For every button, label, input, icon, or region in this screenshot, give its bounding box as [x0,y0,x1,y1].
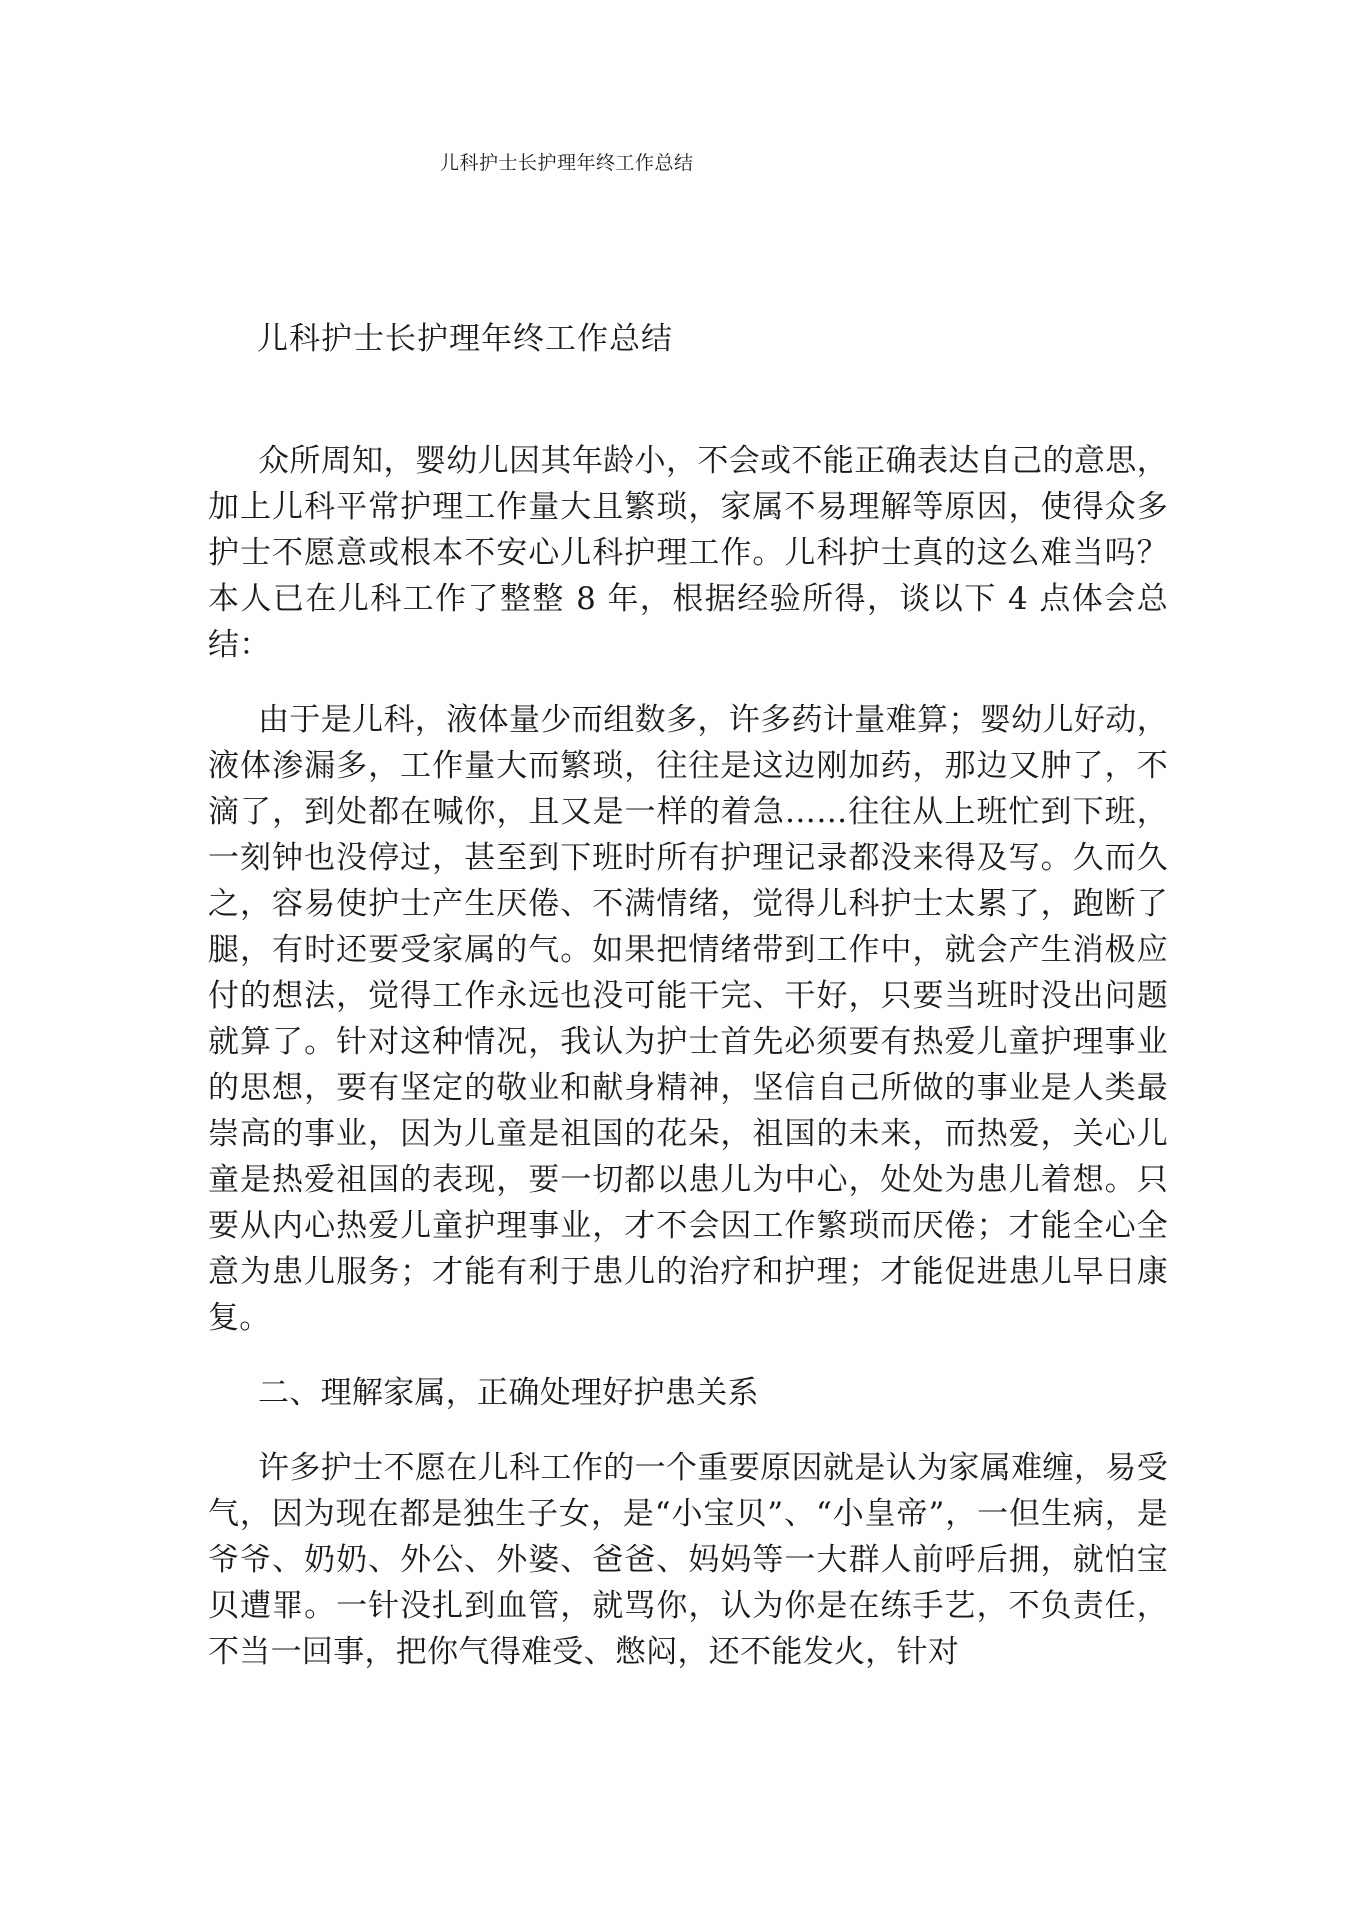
section-heading-2: 二、理解家属，正确处理好护患关系 [258,1375,759,1411]
paragraph-workload: 由于是儿科，液体量少而组数多，许多药计量难算；婴幼儿好动，液体渗漏多，工作量大而繁琐，往往是这边刚加药，那边又肿了，不滴了，到处都在喊你，且又是一样的着急……往往从上班忙到下班，一刻钟也没停过，甚至到下班时所有护理记录都没来得及写。久而久之，容易使护士产生厌倦、不满情绪，觉得儿科护士太累了，跑断了腿，有时还要受家属的气。如果把情绪带到工作中，就会产生消极应付的想法，觉得工作永远也没可能干完、干好，只要当班时没出问题就算了。针对这种情况，我认为护士首先必须要有热爱儿童护理事业的思想，要有坚定的敬业和献身精神，坚信自己所做的事业是人类最崇高的事业，因为儿童是祖国的花朵，祖国的未来，而热爱，关心儿童是热爱祖国的表现，要一切都以患儿为中心，处处为患儿着想。只要从内心热爱儿童护理事业，才不会因工作繁琐而厌倦；才能全心全意为患儿服务；才能有利于患儿的治疗和护理；才能促进患儿早日康复。 [208,702,1168,1336]
paragraph-family: 许多护士不愿在儿科工作的一个重要原因就是认为家属难缠，易受气，因为现在都是独生子女，是“小宝贝”、“小皇帝”，一但生病，是爷爷、奶奶、外公、外婆、爸爸、妈妈等一大群人前呼后拥，就怕宝贝遭罪。一针没扎到血管，就骂你，认为你是在练手艺，不负责任，不当一回事，把你气得难受、憋闷，还不能发火，针对 [208,1450,1168,1670]
document-body [208,438,1168,1704]
document-title: 儿科护士长护理年终工作总结 [257,321,673,357]
paragraph-intro: 众所周知，婴幼儿因其年龄小，不会或不能正确表达自己的意思，加上儿科平常护理工作量大且繁琐，家属不易理解等原因，使得众多护士不愿意或根本不安心儿科护理工作。儿科护士真的这么难当吗？本人已在儿科工作了整整 8 年，根据经验所得，谈以下 4 点体会总结： [208,443,1168,663]
running-header-title: 儿科护士长护理年终工作总结 [440,152,694,174]
